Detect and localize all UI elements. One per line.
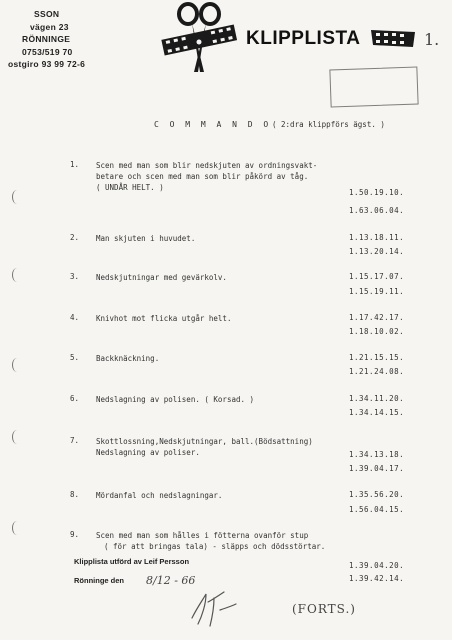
punch-hole <box>12 190 22 204</box>
timecode-start: 1.35.56.20. <box>349 490 405 499</box>
item-description: Scen med man som hålles i fötterna ovanför stup ( för att bringas tala) - släpps och dödsstörtar. <box>96 531 326 551</box>
timecode-start: 1.17.42.17. <box>349 313 405 322</box>
page-number: 1. <box>424 30 440 49</box>
timecode-end: 1.34.14.15. <box>349 408 405 417</box>
timecode-start: 1.13.18.11. <box>349 233 405 242</box>
punch-hole <box>12 358 22 372</box>
film-strip-icon <box>371 30 415 47</box>
item-description: Knivhot mot flicka utgår helt. <box>96 314 232 323</box>
timecode-end: 1.13.20.14. <box>349 247 405 256</box>
item-description: Mördanfal och nedslagningar. <box>96 491 223 500</box>
item-number: 7. <box>70 436 80 445</box>
item-number: 4. <box>70 313 80 322</box>
item-number: 8. <box>70 490 80 499</box>
item-description: Scen med man som blir nedskjuten av ordningsvakt- betare och scen med man som blir påkörd av tåg. ( UNDÅR HELT. ) <box>96 161 318 192</box>
item-description: Backknäckning. <box>96 354 160 363</box>
punch-hole <box>12 430 22 444</box>
item-number: 3. <box>70 272 80 281</box>
item-number: 2. <box>70 233 80 242</box>
timecode-end: 1.39.04.17. <box>349 464 405 473</box>
item-description: Nedskjutningar med gevärkolv. <box>96 273 227 282</box>
timecode-end: 1.39.42.14. <box>349 574 405 583</box>
film-title: C O M M A N D O <box>154 120 272 129</box>
punch-hole <box>12 268 22 282</box>
timecode-start: 1.50.19.10. <box>349 188 405 197</box>
timecode-start: 1.39.04.20. <box>349 561 405 570</box>
item-number: 9. <box>70 530 80 539</box>
punch-hole <box>12 521 22 535</box>
continued-note: (FORTS.) <box>292 602 356 616</box>
timecode-end: 1.21.24.08. <box>349 367 405 376</box>
received-stamp <box>329 66 418 107</box>
timecode-end: 1.18.10.02. <box>349 327 405 336</box>
handwritten-signature <box>184 588 240 628</box>
sender-address-block <box>0 8 85 71</box>
sender-name: SSON <box>34 9 60 19</box>
sender-city: RÖNNINGE <box>22 34 71 44</box>
place-date-label: Rönninge den <box>74 576 124 585</box>
item-number: 5. <box>70 353 80 362</box>
performed-by: Klipplista utförd av Leif Persson <box>74 557 190 566</box>
subtitle-note: ( 2:dra klippförs ägst. ) <box>272 120 385 129</box>
timecode-end: 1.15.19.11. <box>349 287 405 296</box>
timecode-start: 1.15.17.07. <box>349 272 405 281</box>
brand-title: KLIPPLISTA <box>246 28 361 49</box>
timecode-end: 1.56.04.15. <box>349 505 405 514</box>
timecode-start: 1.34.13.18. <box>349 450 405 459</box>
item-description: Man skjuten i huvudet. <box>96 234 196 243</box>
item-description: Skottlossning,Nedskjutningar, ball.(Bödsattning) Nedslagning av poliser. <box>96 437 313 457</box>
timecode-start: 1.21.15.15. <box>349 353 405 362</box>
handwritten-date: 8/12 - 66 <box>146 574 196 587</box>
timecode-start: 1.34.11.20. <box>349 394 405 403</box>
sender-phone: 0753/519 70 <box>22 46 73 57</box>
item-description: Nedslagning av polisen. ( Korsad. ) <box>96 395 255 404</box>
item-number: 6. <box>70 394 80 403</box>
timecode-end: 1.63.06.04. <box>349 206 405 215</box>
sender-postgiro: ostgiro 93 99 72-6 <box>8 59 86 69</box>
item-number: 1. <box>70 160 80 169</box>
scissors-film-logo <box>160 2 238 76</box>
sender-street: vägen 23 <box>30 21 69 32</box>
